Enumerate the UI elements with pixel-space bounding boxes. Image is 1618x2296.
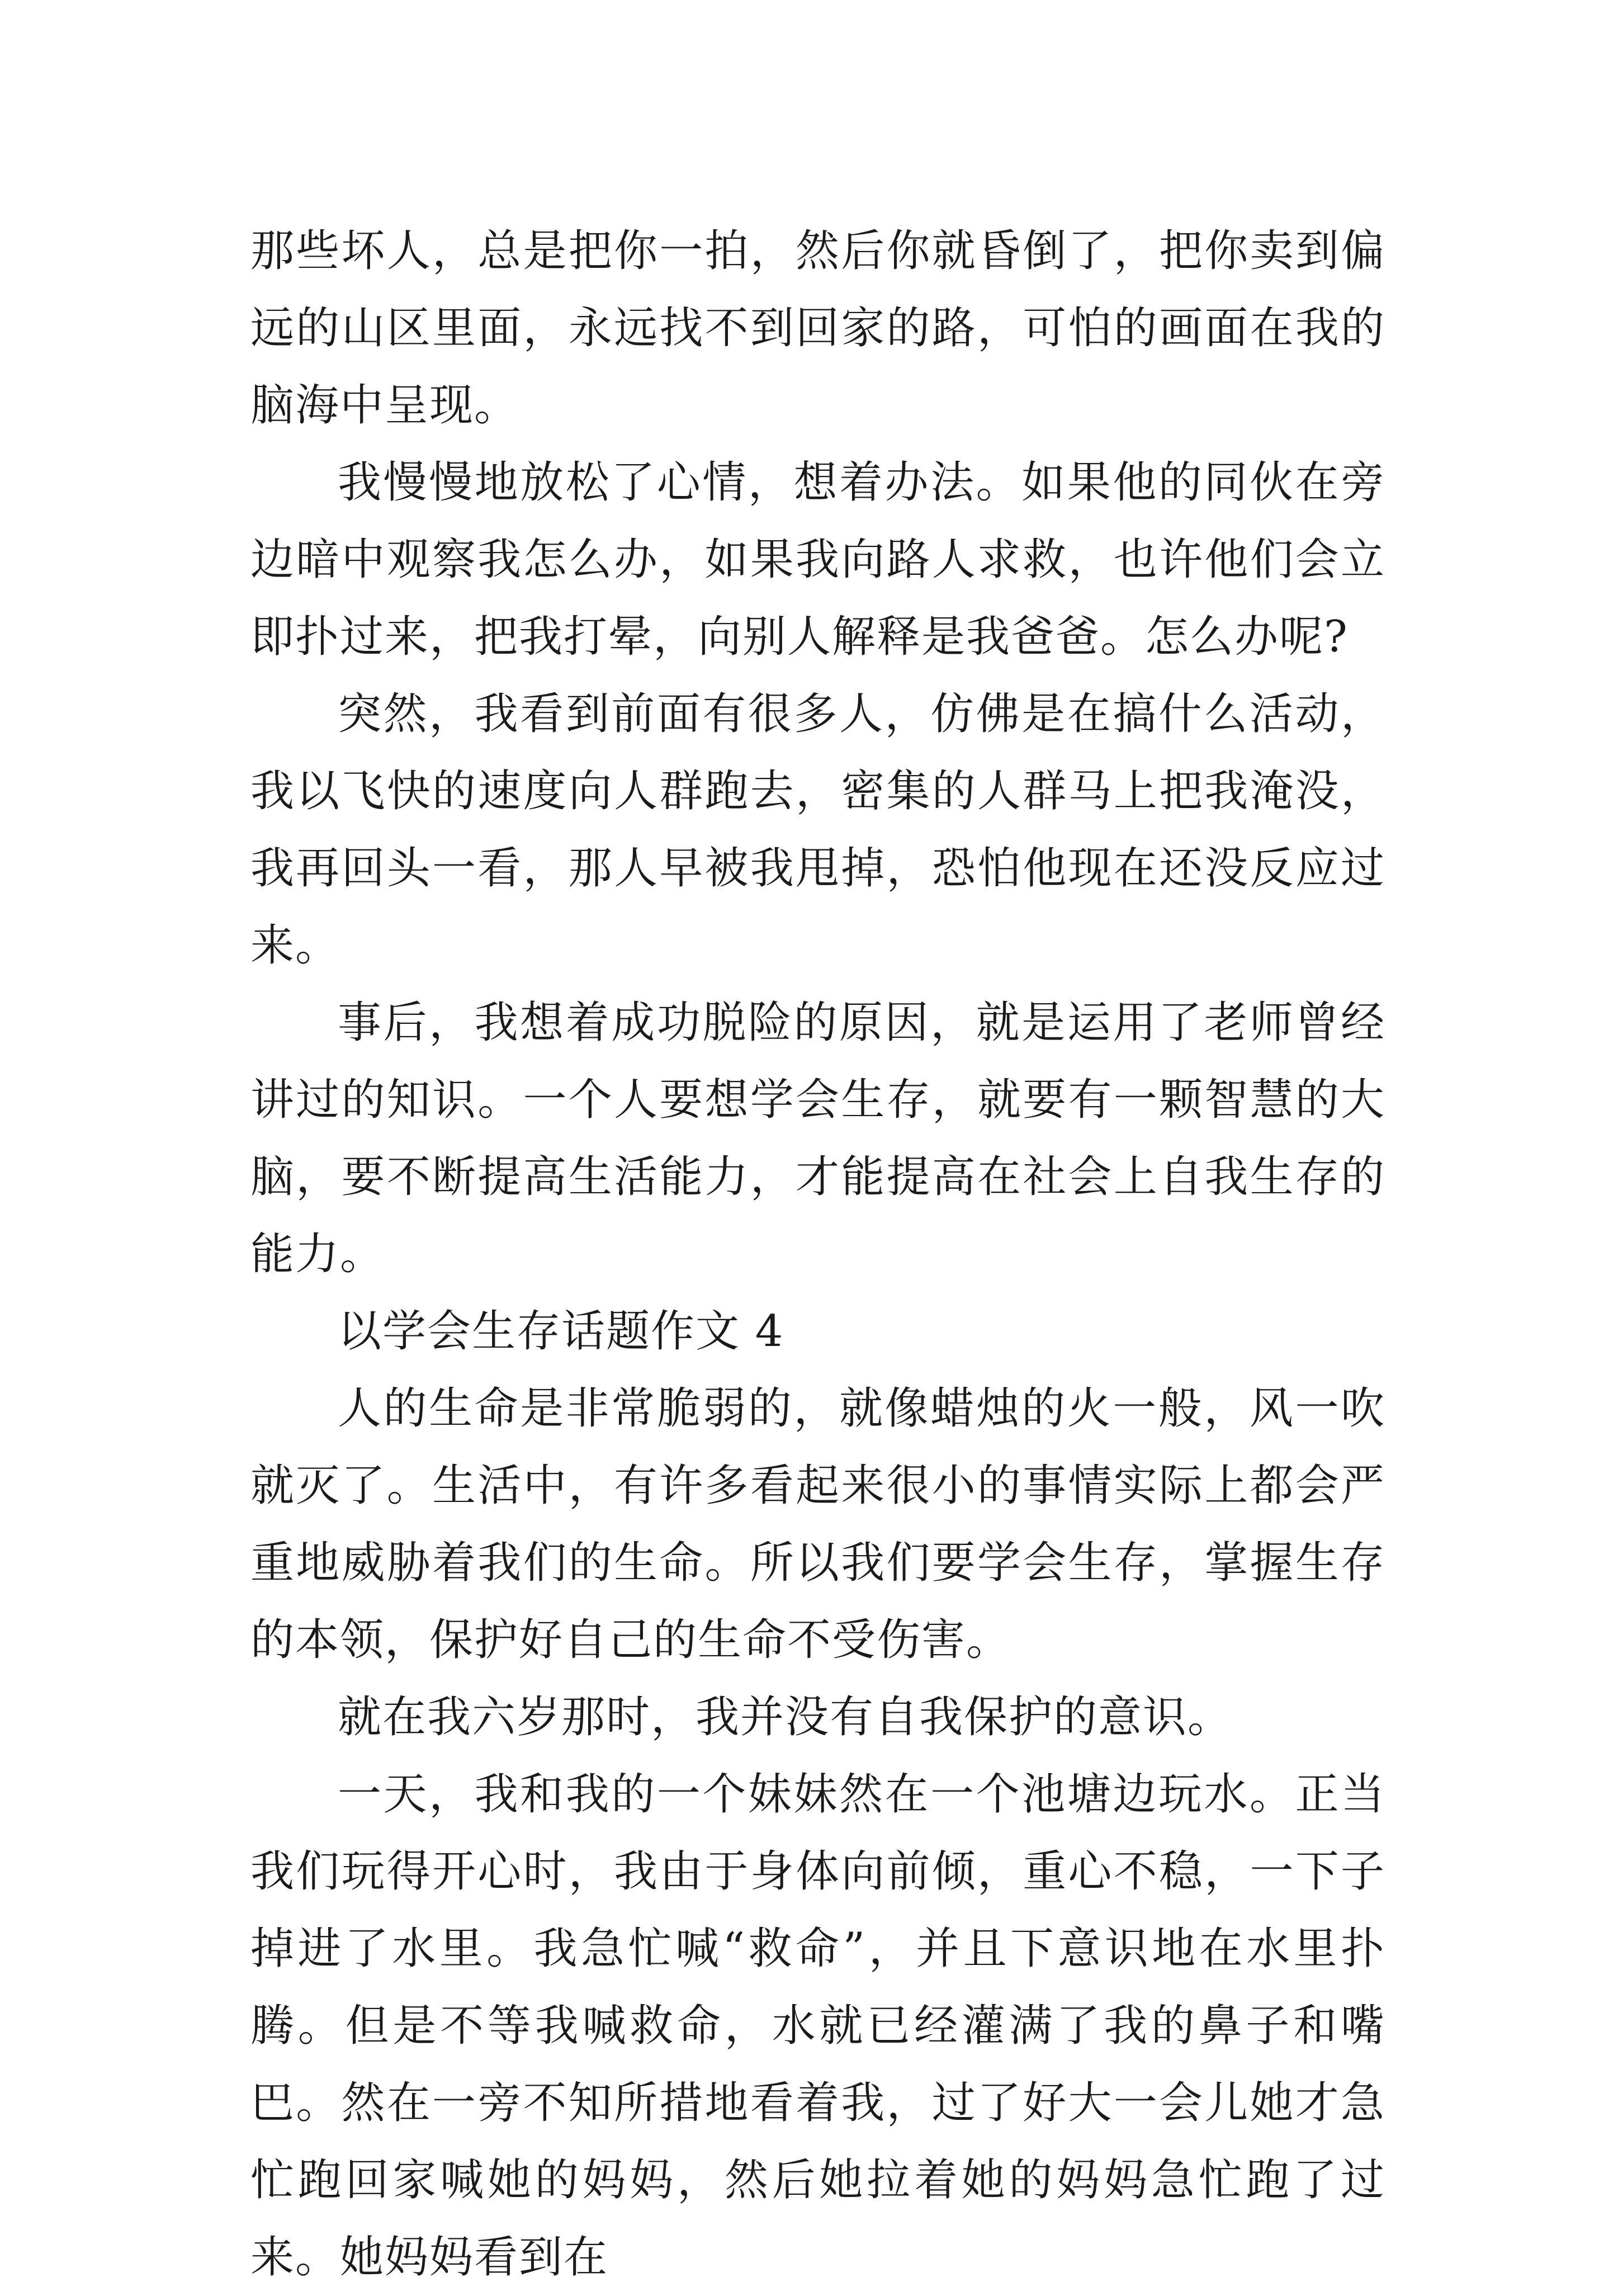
paragraph-2: 我慢慢地放松了心情，想着办法。如果他的同伙在旁边暗中观察我怎么办，如果我向路人求救，也许他们会立即扑过来，把我打晕，向别人解释是我爸爸。怎么办呢? (250, 457, 1385, 662)
paragraph-4: 事后，我想着成功脱险的原因，就是运用了老师曾经讲过的知识。一个人要想学会生存，就要有一颗智慧的大脑，要不断提高生活能力，才能提高在社会上自我生存的能力。 (250, 998, 1385, 1279)
paragraph-5: 人的生命是非常脆弱的，就像蜡烛的火一般，风一吹就灭了。生活中，有许多看起来很小的事情实际上都会严重地威胁着我们的生命。所以我们要学会生存，掌握生存的本领，保护好自己的生命不受伤害。 (250, 1383, 1385, 1665)
section-heading: 以学会生存话题作文 4 (338, 1306, 784, 1357)
paragraph-7: 一天，我和我的一个妹妹然在一个池塘边玩水。正当我们玩得开心时，我由于身体向前倾，重心不稳，一下子掉进了水里。我急忙喊“救命”，并且下意识地在水里扑腾。但是不等我喊救命，水就已经灌满了我的鼻子和嘴巴。然在一旁不知所措地看着我，过了好大一会儿她才急忙跑回家喊她的妈妈，然后她拉着她的妈妈急忙跑了过来。她妈妈看到在 (250, 1769, 1385, 2283)
document-body (250, 212, 1385, 2296)
paragraph-1: 那些坏人，总是把你一拍，然后你就昏倒了，把你卖到偏远的山区里面，永远找不到回家的路，可怕的画面在我的脑海中呈现。 (250, 226, 1385, 431)
paragraph-6: 就在我六岁那时，我并没有自我保护的意识。 (338, 1692, 1233, 1742)
paragraph-3: 突然，我看到前面有很多人，仿佛是在搞什么活动，我以飞快的速度向人群跑去，密集的人群马上把我淹没，我再回头一看，那人早被我甩掉，恐怕他现在还没反应过来。 (250, 689, 1385, 971)
